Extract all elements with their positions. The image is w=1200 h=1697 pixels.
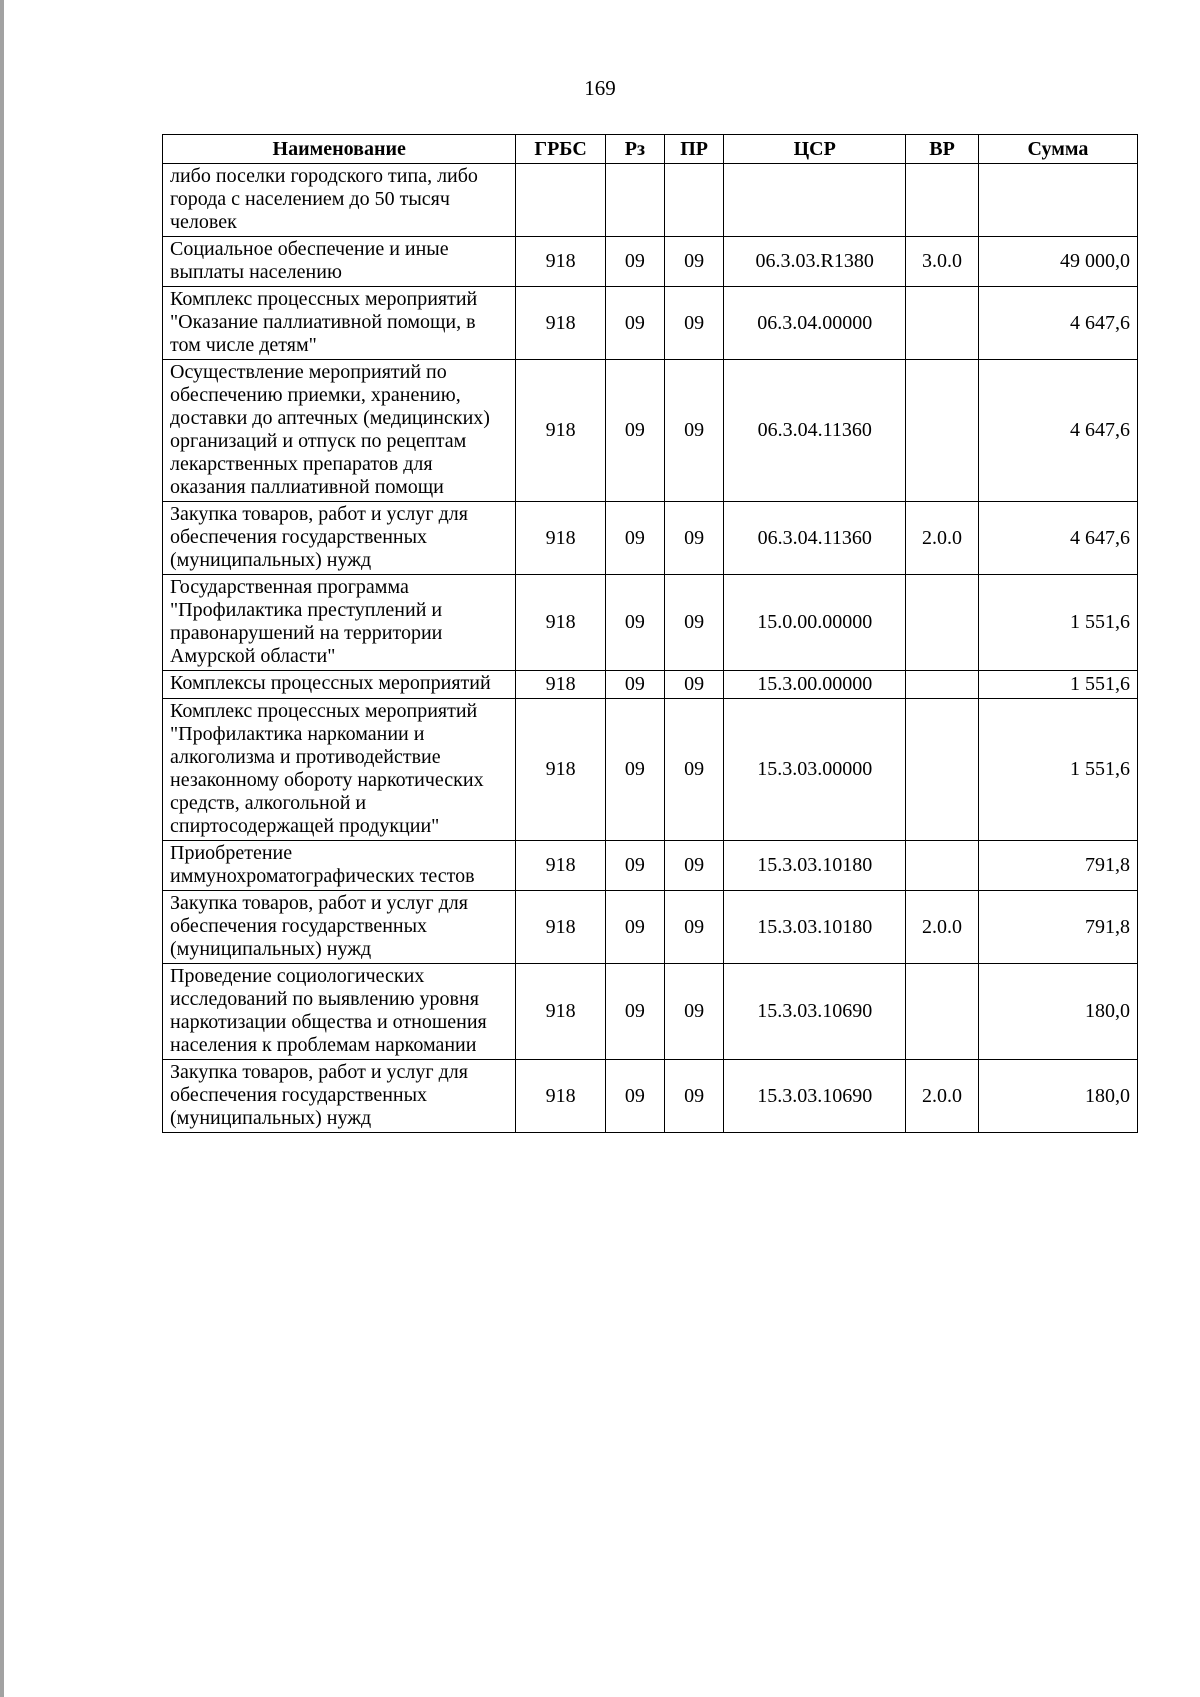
cell-grbs: 918: [516, 964, 605, 1060]
cell-grbs: 918: [516, 891, 605, 964]
cell-grbs: [516, 164, 605, 237]
cell-grbs: 918: [516, 671, 605, 699]
cell-sum: 4 647,6: [978, 502, 1137, 575]
cell-sum: 180,0: [978, 964, 1137, 1060]
cell-pr: 09: [665, 360, 724, 502]
table-row: [163, 841, 1138, 891]
cell-sum: 1 551,6: [978, 671, 1137, 699]
cell-pr: 09: [665, 287, 724, 360]
header-csr: ЦСР: [724, 135, 906, 164]
cell-sum: 180,0: [978, 1060, 1137, 1133]
cell-csr: 15.0.00.00000: [724, 575, 906, 671]
cell-vr: [906, 841, 979, 891]
header-vr: ВР: [906, 135, 979, 164]
table-row: [163, 1060, 1138, 1133]
cell-csr: 15.3.00.00000: [724, 671, 906, 699]
cell-csr: 06.3.04.11360: [724, 360, 906, 502]
scan-edge-shadow: [0, 0, 4, 1697]
cell-sum: 4 647,6: [978, 287, 1137, 360]
cell-rz: 09: [605, 964, 664, 1060]
cell-vr: [906, 964, 979, 1060]
cell-vr: 3.0.0: [906, 237, 979, 287]
cell-rz: [605, 164, 664, 237]
cell-vr: 2.0.0: [906, 1060, 979, 1133]
cell-csr: 15.3.03.10690: [724, 1060, 906, 1133]
cell-csr: 15.3.03.10180: [724, 841, 906, 891]
cell-pr: 09: [665, 671, 724, 699]
cell-rz: 09: [605, 671, 664, 699]
table-row: [163, 891, 1138, 964]
cell-name: Социальное обеспечение и иные выплаты населению: [163, 237, 516, 287]
cell-pr: 09: [665, 502, 724, 575]
cell-pr: 09: [665, 699, 724, 841]
cell-pr: 09: [665, 575, 724, 671]
table-row: [163, 237, 1138, 287]
cell-sum: 791,8: [978, 891, 1137, 964]
cell-sum: [978, 164, 1137, 237]
cell-rz: 09: [605, 841, 664, 891]
cell-rz: 09: [605, 502, 664, 575]
cell-pr: 09: [665, 841, 724, 891]
header-rz: Рз: [605, 135, 664, 164]
cell-grbs: 918: [516, 360, 605, 502]
cell-rz: 09: [605, 360, 664, 502]
cell-name: Государственная программа "Профилактика преступлений и правонарушений на территории Амурской области": [163, 575, 516, 671]
cell-vr: [906, 699, 979, 841]
cell-csr: 06.3.04.00000: [724, 287, 906, 360]
cell-rz: 09: [605, 287, 664, 360]
cell-name: Осуществление мероприятий по обеспечению приемки, хранению, доставки до аптечных (медицинских) организаций и отпуск по рецептам лекарственных препаратов для оказания паллиативной помощи: [163, 360, 516, 502]
budget-table: [162, 134, 1138, 1133]
table-row: [163, 502, 1138, 575]
header-pr: ПР: [665, 135, 724, 164]
table-row: [163, 360, 1138, 502]
cell-csr: 15.3.03.10690: [724, 964, 906, 1060]
cell-grbs: 918: [516, 575, 605, 671]
table-row: [163, 699, 1138, 841]
cell-sum: 4 647,6: [978, 360, 1137, 502]
page-number: 169: [584, 76, 616, 100]
table-row: [163, 671, 1138, 699]
header-name: Наименование: [163, 135, 516, 164]
cell-grbs: 918: [516, 237, 605, 287]
header-sum: Сумма: [978, 135, 1137, 164]
cell-rz: 09: [605, 575, 664, 671]
table-header-row: [163, 135, 1138, 164]
table-row: [163, 164, 1138, 237]
cell-name: Закупка товаров, работ и услуг для обеспечения государственных (муниципальных) нужд: [163, 1060, 516, 1133]
cell-csr: 15.3.03.10180: [724, 891, 906, 964]
cell-grbs: 918: [516, 841, 605, 891]
cell-name: Комплекс процессных мероприятий "Оказание паллиативной помощи, в том числе детям": [163, 287, 516, 360]
cell-name: Комплексы процессных мероприятий: [163, 671, 516, 699]
table-row: [163, 287, 1138, 360]
cell-pr: 09: [665, 1060, 724, 1133]
cell-csr: [724, 164, 906, 237]
table-row: [163, 964, 1138, 1060]
cell-vr: [906, 575, 979, 671]
cell-name: Приобретение иммунохроматографических тестов: [163, 841, 516, 891]
cell-grbs: 918: [516, 502, 605, 575]
cell-pr: 09: [665, 964, 724, 1060]
cell-vr: [906, 360, 979, 502]
cell-sum: 1 551,6: [978, 699, 1137, 841]
cell-sum: 49 000,0: [978, 237, 1137, 287]
cell-grbs: 918: [516, 699, 605, 841]
cell-vr: 2.0.0: [906, 502, 979, 575]
cell-vr: [906, 164, 979, 237]
cell-vr: [906, 671, 979, 699]
cell-pr: 09: [665, 891, 724, 964]
cell-csr: 06.3.04.11360: [724, 502, 906, 575]
cell-sum: 1 551,6: [978, 575, 1137, 671]
cell-rz: 09: [605, 1060, 664, 1133]
cell-rz: 09: [605, 891, 664, 964]
cell-vr: 2.0.0: [906, 891, 979, 964]
cell-name: Закупка товаров, работ и услуг для обеспечения государственных (муниципальных) нужд: [163, 502, 516, 575]
cell-grbs: 918: [516, 287, 605, 360]
cell-name: Проведение социологических исследований по выявлению уровня наркотизации общества и отношения населения к проблемам наркомании: [163, 964, 516, 1060]
cell-sum: 791,8: [978, 841, 1137, 891]
cell-vr: [906, 287, 979, 360]
cell-name: Закупка товаров, работ и услуг для обеспечения государственных (муниципальных) нужд: [163, 891, 516, 964]
cell-csr: 06.3.03.R1380: [724, 237, 906, 287]
cell-csr: 15.3.03.00000: [724, 699, 906, 841]
cell-rz: 09: [605, 699, 664, 841]
table-row: [163, 575, 1138, 671]
cell-pr: 09: [665, 237, 724, 287]
header-grbs: ГРБС: [516, 135, 605, 164]
cell-rz: 09: [605, 237, 664, 287]
cell-grbs: 918: [516, 1060, 605, 1133]
cell-pr: [665, 164, 724, 237]
cell-name: Комплекс процессных мероприятий "Профилактика наркомании и алкоголизма и противодействие незаконному обороту наркотических средств, алкогольной и спиртосодержащей продукции": [163, 699, 516, 841]
cell-name: либо поселки городского типа, либо города с населением до 50 тысяч человек: [163, 164, 516, 237]
